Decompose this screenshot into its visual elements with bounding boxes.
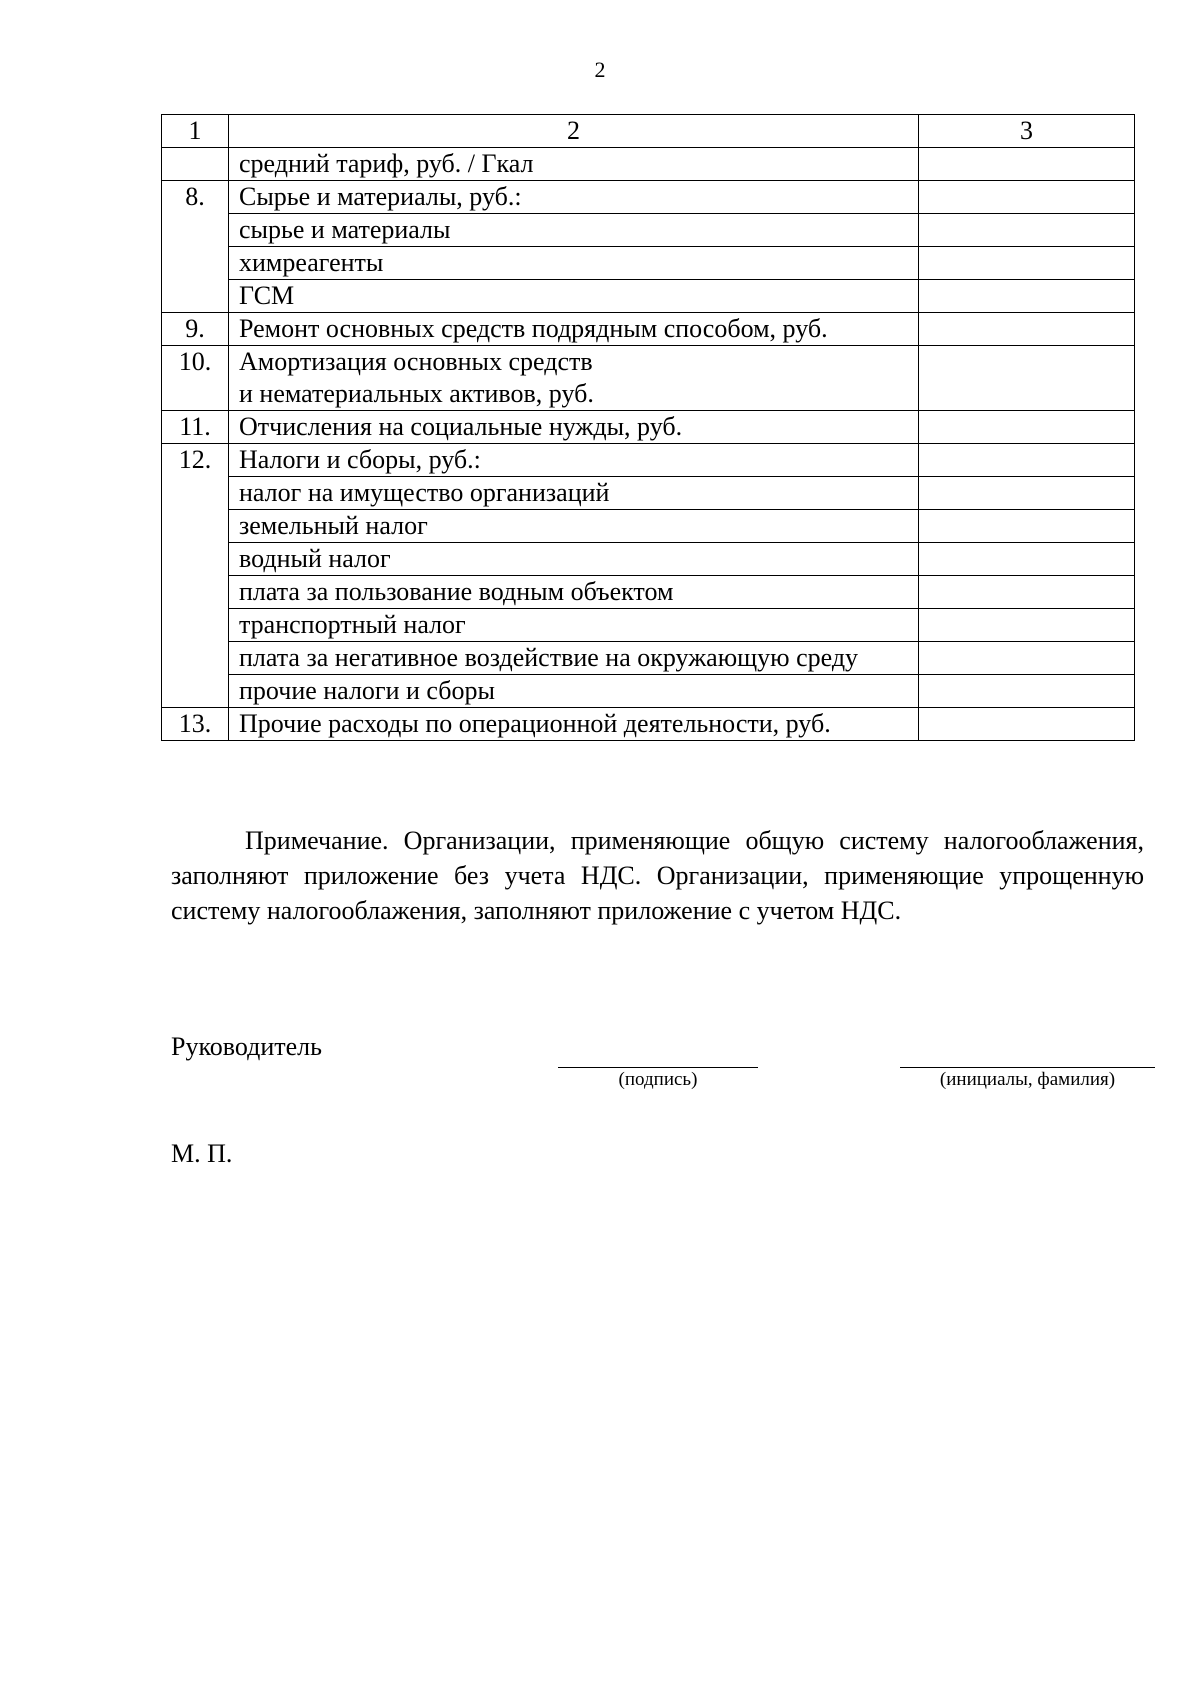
value-cell	[919, 708, 1135, 741]
table-row	[162, 609, 1135, 642]
table-row	[162, 477, 1135, 510]
table-row	[162, 675, 1135, 708]
value-cell	[919, 609, 1135, 642]
note-paragraph: Примечание. Организации, применяющие общую систему налогооблажения, заполняют приложение без учета НДС. Организации, применяющие упрощенную систему налогооблажения, заполняют приложение с учетом НДС.	[171, 826, 1144, 925]
table-row	[162, 148, 1135, 181]
page-number: 2	[594, 57, 606, 82]
value-cell	[919, 642, 1135, 675]
row-label: Налоги и сборы, руб.:	[229, 444, 919, 477]
row-label: Прочие расходы по операционной деятельности, руб.	[229, 708, 919, 741]
value-cell	[919, 444, 1135, 477]
value-cell	[919, 280, 1135, 313]
row-label	[229, 346, 919, 411]
row-number: 9.	[162, 313, 229, 346]
column-header-3: 3	[919, 115, 1135, 148]
table-row	[162, 444, 1135, 477]
row-label: налог на имущество организаций	[229, 477, 919, 510]
row-label: средний тариф, руб. / Гкал	[229, 148, 919, 181]
value-cell	[919, 411, 1135, 444]
table-row	[162, 642, 1135, 675]
row-label: земельный налог	[229, 510, 919, 543]
row-number: 12.	[162, 444, 229, 708]
value-cell	[919, 576, 1135, 609]
table-row	[162, 510, 1135, 543]
table-row	[162, 214, 1135, 247]
row-number: 13.	[162, 708, 229, 741]
signature-line	[558, 1067, 758, 1068]
expenses-table	[161, 114, 1135, 741]
value-cell	[919, 247, 1135, 280]
row-label: плата за пользование водным объектом	[229, 576, 919, 609]
row-label: сырье и материалы	[229, 214, 919, 247]
table-row	[162, 181, 1135, 214]
row-label: плата за негативное воздействие на окружающую среду	[229, 642, 919, 675]
table-row	[162, 576, 1135, 609]
table-row	[162, 280, 1135, 313]
table-row	[162, 708, 1135, 741]
stamp-label: М. П.	[171, 1139, 233, 1168]
row-number: 11.	[162, 411, 229, 444]
value-cell	[919, 543, 1135, 576]
head-label: Руководитель	[171, 1032, 322, 1061]
row-label: ГСМ	[229, 280, 919, 313]
row-number: 10.	[162, 346, 229, 411]
row-label: Ремонт основных средств подрядным способом, руб.	[229, 313, 919, 346]
value-cell	[919, 181, 1135, 214]
value-cell	[919, 313, 1135, 346]
column-header-1: 1	[162, 115, 229, 148]
table-row	[162, 247, 1135, 280]
name-line	[900, 1067, 1155, 1068]
row-label: водный налог	[229, 543, 919, 576]
name-caption: (инициалы, фамилия)	[939, 1069, 1116, 1090]
row-label: химреагенты	[229, 247, 919, 280]
value-cell	[919, 346, 1135, 411]
column-header-2: 2	[229, 115, 919, 148]
row-number: 8.	[162, 181, 229, 313]
row-label: Сырье и материалы, руб.:	[229, 181, 919, 214]
row-label: Отчисления на социальные нужды, руб.	[229, 411, 919, 444]
value-cell	[919, 675, 1135, 708]
value-cell	[919, 214, 1135, 247]
table-header-row	[162, 115, 1135, 148]
value-cell	[919, 510, 1135, 543]
row-label: прочие налоги и сборы	[229, 675, 919, 708]
value-cell	[919, 477, 1135, 510]
value-cell	[919, 148, 1135, 181]
table-row	[162, 543, 1135, 576]
row-label: транспортный налог	[229, 609, 919, 642]
row-label-line: и нематериальных активов, руб.	[239, 379, 594, 408]
row-number-cell	[162, 148, 229, 181]
table-row	[162, 313, 1135, 346]
row-label-line: Амортизация основных средств	[239, 347, 593, 376]
table-row	[162, 411, 1135, 444]
table-row	[162, 346, 1135, 411]
signature-caption: (подпись)	[618, 1069, 698, 1090]
